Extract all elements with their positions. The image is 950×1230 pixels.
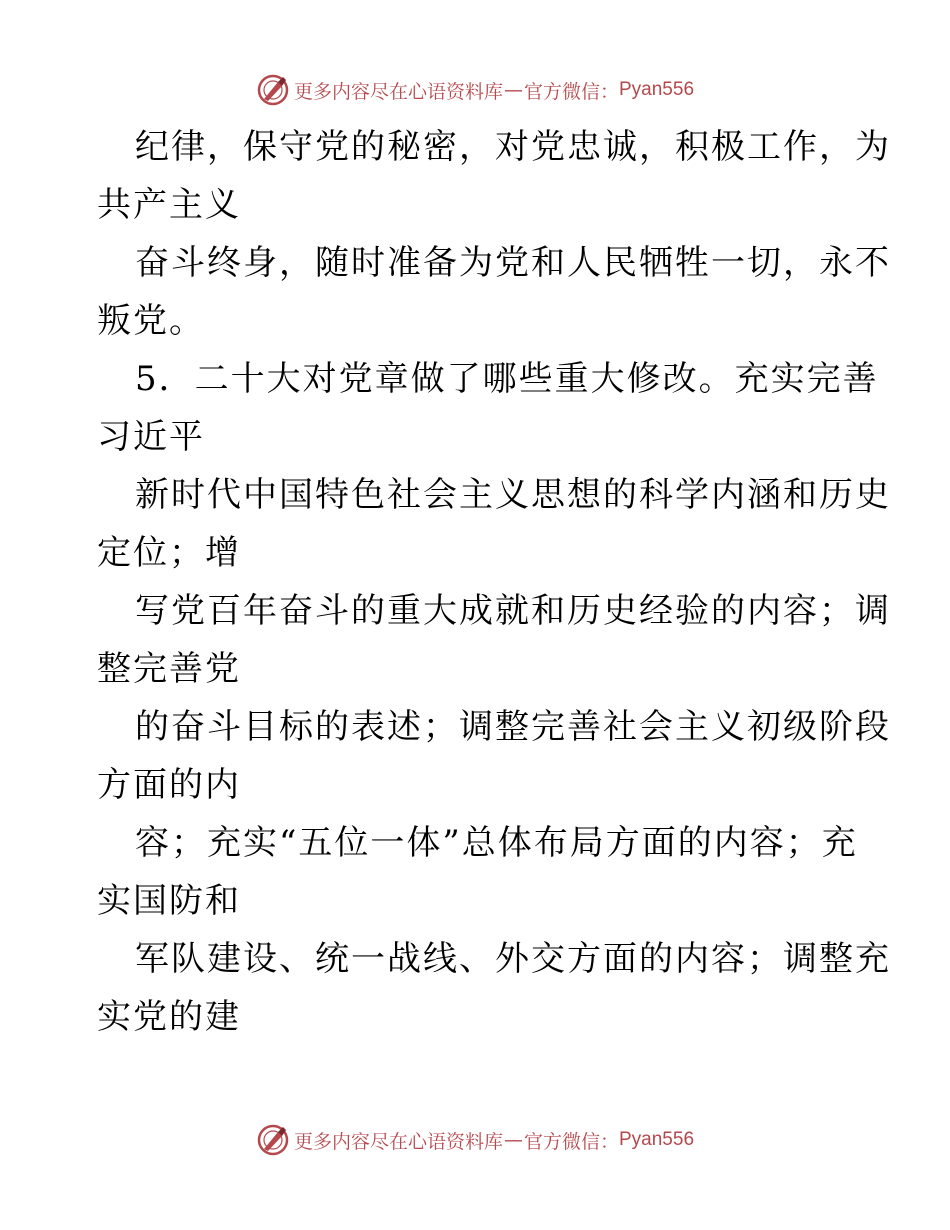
body-line: 整完善党: [97, 649, 241, 689]
header-banner: [0, 70, 950, 110]
body-line: 奋斗终身，随时准备为党和人民牺牲一切，永不: [135, 243, 891, 283]
banner-wechat-id: Pyan556: [619, 1129, 695, 1150]
question-heading: 5．二十大对党章做了哪些重大修改。充实完善: [135, 359, 879, 399]
document-body: [97, 118, 891, 1046]
footer-banner: [0, 1120, 950, 1160]
pen-nib-logo-icon: [256, 73, 290, 107]
banner-wechat-id: Pyan556: [619, 79, 695, 100]
body-line: 纪律，保守党的秘密，对党忠诚，积极工作，为: [135, 127, 891, 167]
banner-dash: —: [503, 79, 523, 101]
body-line: 实党的建: [97, 997, 241, 1037]
body-line: 新时代中国特色社会主义思想的科学内涵和历史: [135, 475, 891, 515]
body-line: 容；充实“五位一体”总体布局方面的内容；充: [135, 823, 858, 863]
body-line: 叛党。: [97, 301, 205, 341]
body-line: 方面的内: [97, 765, 241, 805]
body-line: 共产主义: [97, 185, 241, 225]
banner-text: 更多内容尽在心语资料库: [293, 80, 503, 103]
body-line: 定位；增: [97, 533, 241, 573]
body-line: 军队建设、统一战线、外交方面的内容；调整充: [135, 939, 891, 979]
banner-dash: —: [503, 1129, 523, 1151]
banner-text: 更多内容尽在心语资料库: [293, 1130, 503, 1153]
body-line: 的奋斗目标的表述；调整完善社会主义初级阶段: [135, 707, 891, 747]
body-line: 写党百年奋斗的重大成就和历史经验的内容；调: [135, 591, 891, 631]
banner-wechat-label: 官方微信：: [523, 1130, 619, 1153]
body-line: 实国防和: [97, 881, 241, 921]
body-line: 习近平: [97, 417, 205, 457]
banner-wechat-label: 官方微信：: [523, 80, 619, 103]
pen-nib-logo-icon: [256, 1123, 290, 1157]
